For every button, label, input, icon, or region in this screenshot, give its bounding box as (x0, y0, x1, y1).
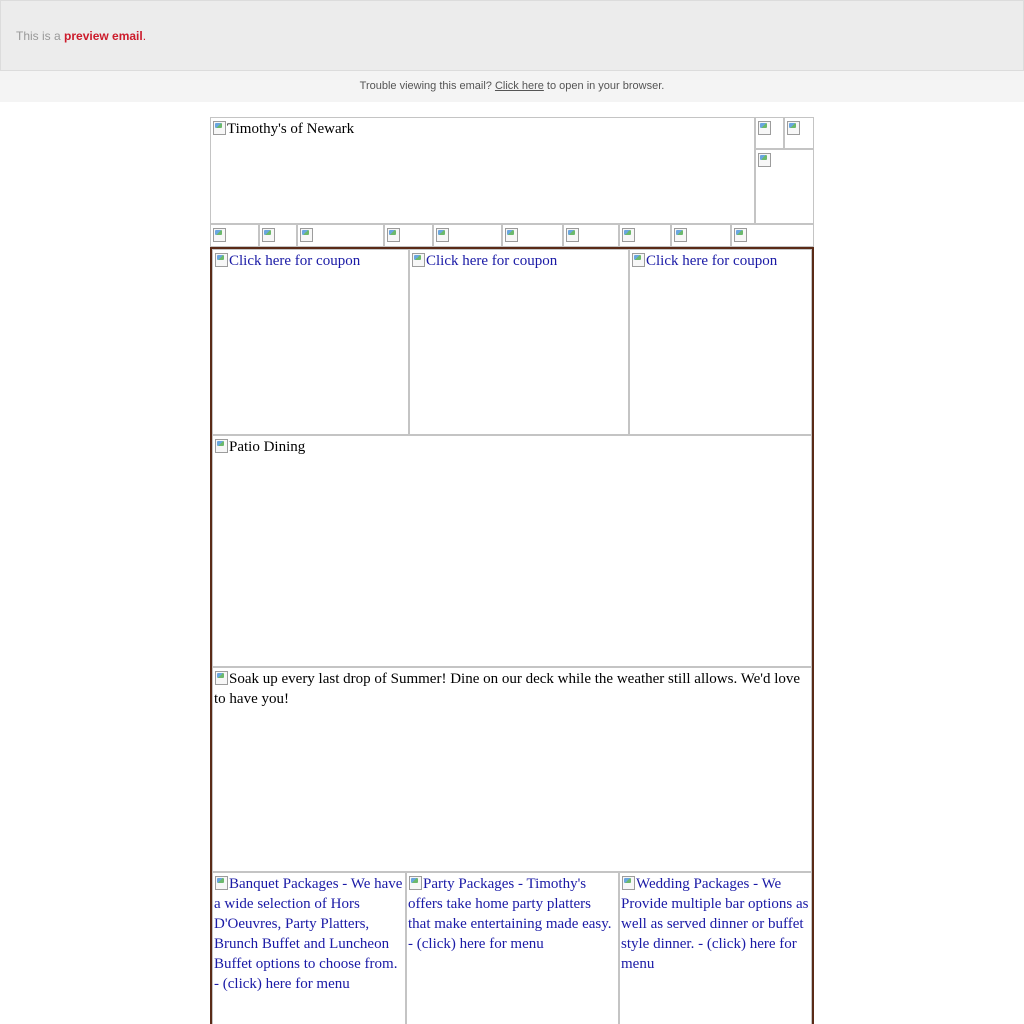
broken-image-icon (214, 438, 228, 453)
trouble-prefix: Trouble viewing this email? (359, 80, 495, 92)
nav-image-1[interactable] (210, 224, 259, 247)
party-packages-alt-text[interactable]: Party Packages - Timothy's offers take home party platters that make entertaining made easy. - (click) here for menu (408, 876, 612, 952)
social-image-1[interactable] (755, 117, 784, 149)
broken-image-icon (733, 227, 747, 242)
wedding-packages-alt-text[interactable]: Wedding Packages - We Provide multiple bar options as well as served dinner or buffet style dinner. - (click) here for menu (621, 876, 809, 972)
coupon-image-1[interactable] (212, 249, 409, 435)
broken-image-icon (757, 152, 771, 167)
patio-dining-image (212, 435, 812, 667)
broken-image-icon (214, 875, 228, 890)
broken-image-icon (757, 120, 771, 135)
broken-image-icon (212, 227, 226, 242)
broken-image-icon (631, 252, 645, 267)
coupon-image-3[interactable] (629, 249, 812, 435)
party-packages-image[interactable] (406, 872, 619, 1024)
coupon-alt-text[interactable]: Click here for coupon (229, 253, 361, 269)
trouble-viewing-bar (0, 71, 1024, 102)
broken-image-icon (411, 252, 425, 267)
summer-promo-alt-text: Soak up every last drop of Summer! Dine on our deck while the weather still allows. We'd love to have you! (214, 671, 801, 707)
broken-image-icon (565, 227, 579, 242)
logo-alt-text: Timothy's of Newark (227, 121, 355, 137)
coupon-alt-text[interactable]: Click here for coupon (646, 253, 778, 269)
broken-image-icon (214, 252, 228, 267)
preview-suffix: . (142, 29, 147, 43)
banquet-packages-alt-text[interactable]: Banquet Packages - We have a wide selection of Hors D'Oeuvres, Party Platters, Brunch Buffet and Luncheon Buffet options to choose from. - (click) here for menu (214, 876, 403, 992)
preview-highlight: preview email (64, 29, 143, 43)
broken-image-icon (299, 227, 313, 242)
nav-image-8[interactable] (619, 224, 671, 247)
broken-image-icon (621, 227, 635, 242)
nav-image-10[interactable] (731, 224, 814, 247)
broken-image-icon (261, 227, 275, 242)
broken-image-icon (621, 875, 635, 890)
social-image-2[interactable] (784, 117, 814, 149)
preview-prefix: This is a (16, 29, 65, 43)
summer-promo-image (212, 667, 812, 872)
preview-notice-bar (0, 0, 1024, 71)
wedding-packages-image[interactable] (619, 872, 812, 1024)
coupon-image-2[interactable] (409, 249, 629, 435)
nav-image-3[interactable] (297, 224, 384, 247)
logo-image (210, 117, 755, 224)
trouble-suffix: to open in your browser. (543, 80, 665, 92)
banquet-packages-image[interactable] (212, 872, 406, 1024)
open-in-browser-link[interactable]: Click here (494, 80, 544, 92)
broken-image-icon (214, 670, 228, 685)
broken-image-icon (504, 227, 518, 242)
nav-image-2[interactable] (259, 224, 297, 247)
preview-message (16, 29, 146, 43)
broken-image-icon (673, 227, 687, 242)
nav-image-7[interactable] (563, 224, 619, 247)
nav-image-6[interactable] (502, 224, 563, 247)
broken-image-icon (212, 120, 226, 135)
broken-image-icon (435, 227, 449, 242)
nav-image-4[interactable] (384, 224, 433, 247)
broken-image-icon (408, 875, 422, 890)
header-side-image (755, 149, 814, 224)
nav-image-9[interactable] (671, 224, 731, 247)
nav-image-5[interactable] (433, 224, 502, 247)
broken-image-icon (386, 227, 400, 242)
coupon-alt-text[interactable]: Click here for coupon (426, 253, 558, 269)
broken-image-icon (786, 120, 800, 135)
patio-dining-alt-text: Patio Dining (229, 439, 306, 455)
